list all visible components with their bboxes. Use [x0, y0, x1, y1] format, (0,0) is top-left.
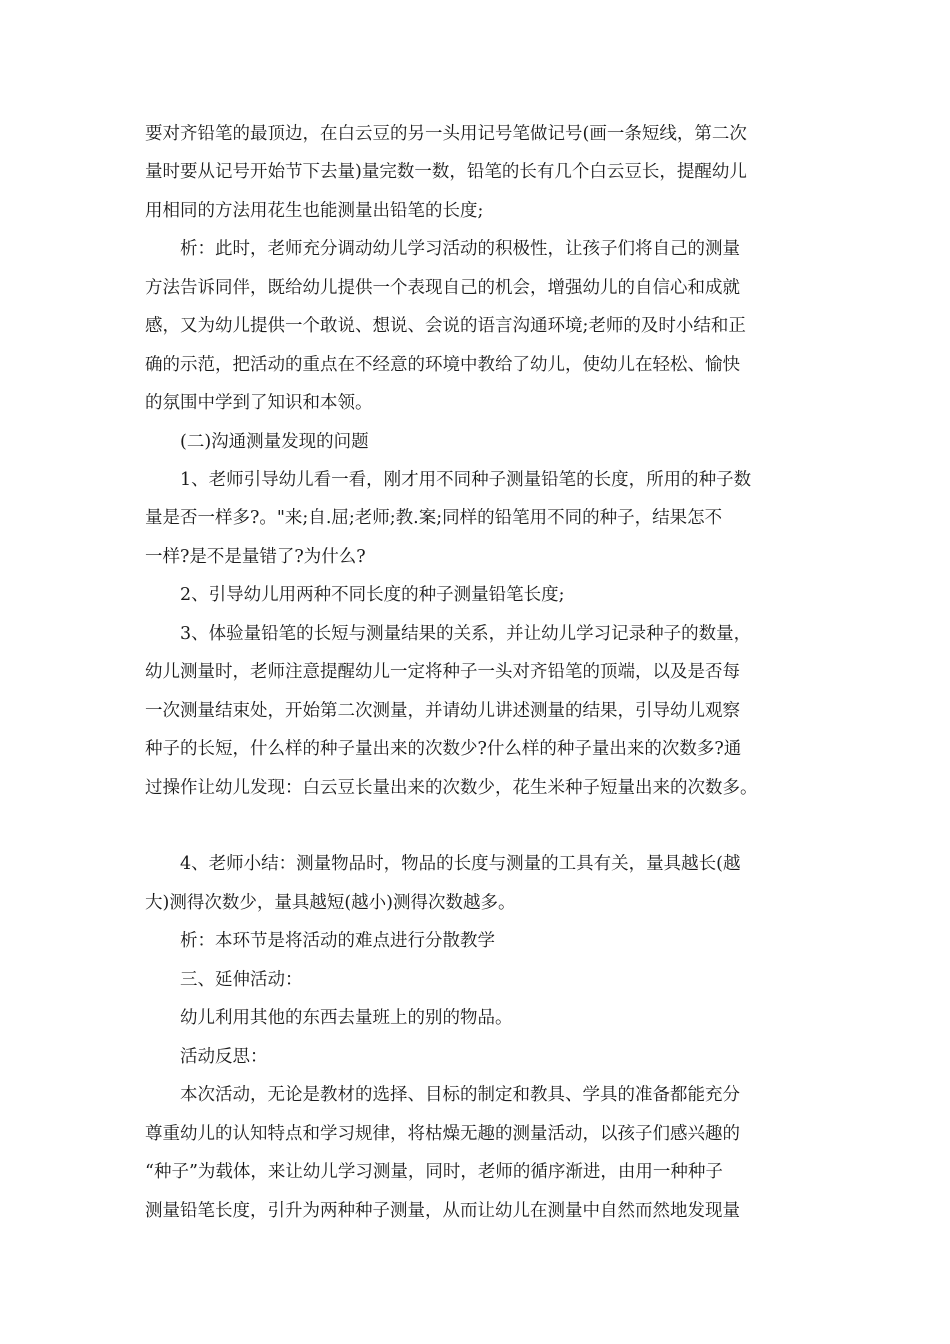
text-line: 一次测量结束处，开始第二次测量，并请幼儿讲述测量的结果，引导幼儿观察 — [145, 701, 740, 721]
paragraph-start: 幼儿利用其他的东西去量班上的别的物品。 — [180, 1008, 513, 1028]
paragraph-start: 1、老师引导幼儿看一看，刚才用不同种子测量铅笔的长度，所用的种子数 — [180, 470, 752, 490]
text-line: 种子的长短，什么样的种子量出来的次数少?什么样的种子量出来的次数多?通 — [145, 739, 742, 759]
paragraph-start: 3、体验量铅笔的长短与测量结果的关系，并让幼儿学习记录种子的数量， — [180, 624, 752, 644]
paragraph-start: 析：此时，老师充分调动幼儿学习活动的积极性，让孩子们将自己的测量 — [180, 239, 740, 259]
section-heading: (二)沟通测量发现的问题 — [180, 432, 369, 452]
section-heading: 活动反思： — [180, 1047, 268, 1067]
paragraph-start: 本次活动，无论是教材的选择、目标的制定和教具、学具的准备都能充分 — [180, 1085, 740, 1105]
text-line: 尊重幼儿的认知特点和学习规律，将枯燥无趣的测量活动，以孩子们感兴趣的 — [145, 1124, 740, 1144]
text-line: 确的示范，把活动的重点在不经意的环境中教给了幼儿，使幼儿在轻松、愉快 — [145, 355, 740, 375]
text-line: 用相同的方法用花生也能测量出铅笔的长度; — [145, 201, 484, 221]
section-heading: 三、延伸活动： — [180, 970, 303, 990]
text-line: 大)测得次数少，量具越短(越小)测得次数越多。 — [145, 893, 516, 913]
text-line: 测量铅笔长度，引升为两种种子测量，从而让幼儿在测量中自然而然地发现量 — [145, 1201, 740, 1221]
text-line: 量时要从记号开始节下去量)量完数一数，铅笔的长有几个白云豆长，提醒幼儿 — [145, 162, 747, 182]
text-line: 量是否一样多?。"来;自.屈;老师;教.案;同样的铅笔用不同的种子，结果怎不 — [145, 508, 723, 528]
paragraph-start: 析：本环节是将活动的难点进行分散教学 — [180, 931, 495, 951]
text-line: 方法告诉同伴，既给幼儿提供一个表现自己的机会，增强幼儿的自信心和成就 — [145, 278, 740, 298]
text-line: 过操作让幼儿发现：白云豆长量出来的次数少，花生米种子短量出来的次数多。 — [145, 778, 758, 798]
text-line: “种子”为载体，来让幼儿学习测量，同时，老师的循序渐进，由用一种种子 — [145, 1162, 723, 1182]
text-line: 一样?是不是量错了?为什么? — [145, 547, 366, 567]
paragraph-start: 2、引导幼儿用两种不同长度的种子测量铅笔长度; — [180, 585, 565, 605]
text-line: 的氛围中学到了知识和本领。 — [145, 393, 373, 413]
text-line: 感，又为幼儿提供一个敢说、想说、会说的语言沟通环境;老师的及时小结和正 — [145, 316, 746, 336]
text-line: 幼儿测量时，老师注意提醒幼儿一定将种子一头对齐铅笔的顶端，以及是否每 — [145, 662, 740, 682]
text-line: 要对齐铅笔的最顶边，在白云豆的另一头用记号笔做记号(画一条短线，第二次 — [145, 124, 747, 144]
paragraph-start: 4、老师小结：测量物品时，物品的长度与测量的工具有关，量具越长(越 — [180, 854, 741, 874]
